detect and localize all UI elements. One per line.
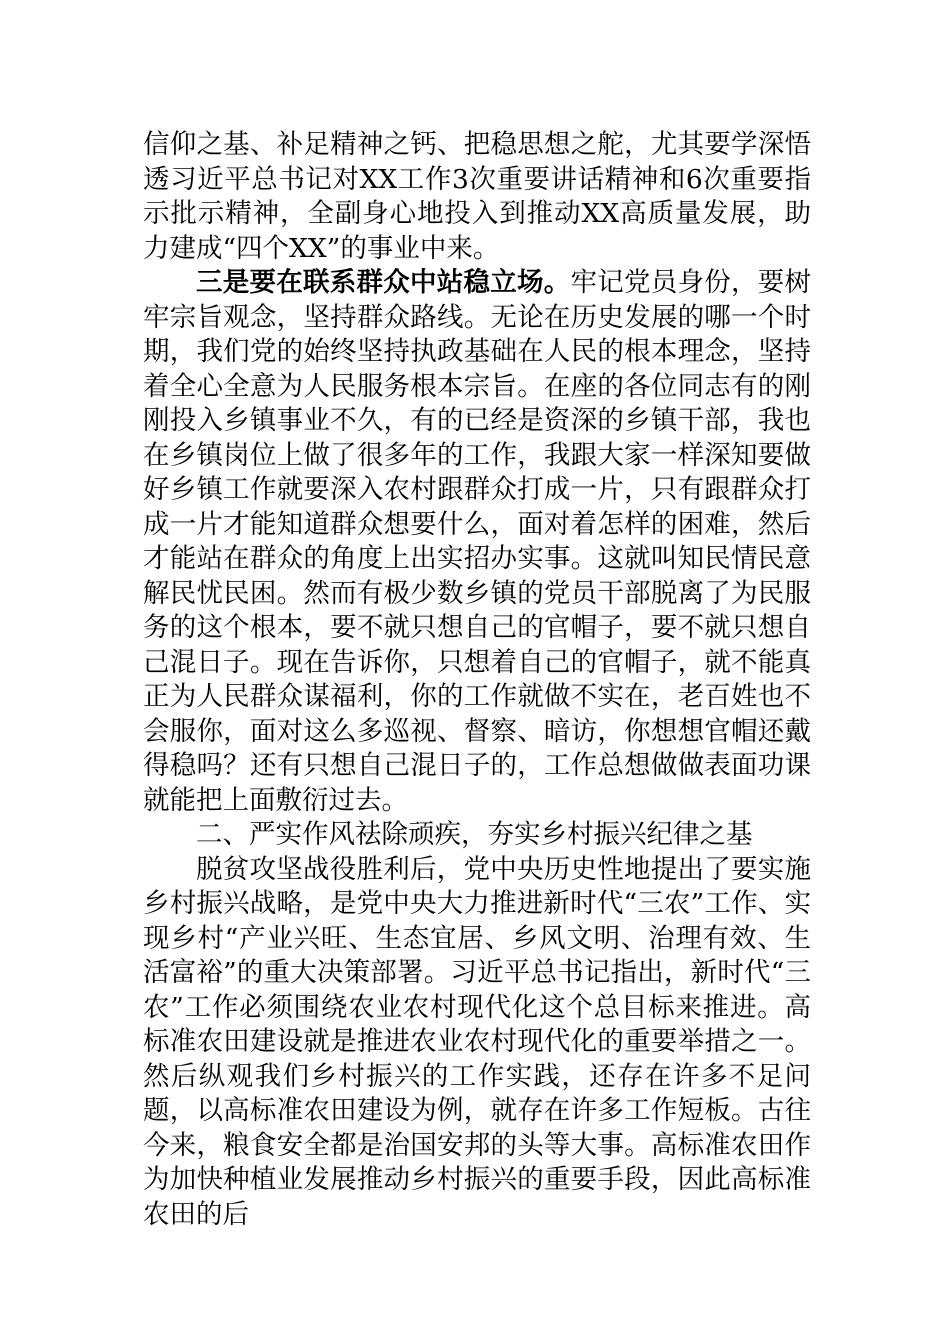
paragraph-rural-revitalization: 脱贫攻坚战役胜利后，党中央历史性地提出了要实施乡村振兴战略，是党中央大力推进新时代“三农”工作、实现乡村“产业兴旺、生态宜居、乡风文明、治理有效、生活富裕”的重大决策部署。习近平总书记指出，新时代“三农”工作必须围绕农业农村现代化这个总目标来推进。高标准农田建设就是推进农业农村现代化的重要举措之一。然后纵观我们乡村振兴的工作实践，还存在许多不足问题，以高标准农田建设为例，就存在许多工作短板。古往今来，粮食安全都是治国安邦的头等大事。高标准农田作为加快种植业发展推动乡村振兴的重要手段，因此高标准农田的后	[143, 853, 811, 1230]
paragraph-lead-heading: 三是要在联系群众中站稳立场。	[196, 267, 571, 298]
paragraph-body-text: 牢记党员身份，要树牢宗旨观念，坚持群众路线。无论在历史发展的哪一个时期，我们党的始终坚持执政基础在人民的根本理念，坚持着全心全意为人民服务根本宗旨。在座的各位同志有的刚刚投入乡镇事业不久，有的已经是资深的乡镇干部，我也在乡镇岗位上做了很多年的工作，我跟大家一样深知要做好乡镇工作就要深入农村跟群众打成一片，只有跟群众打成一片才能知道群众想要什么，面对着怎样的困难，然后才能站在群众的角度上出实招办实事。这就叫知民情民意解民忧民困。然而有极少数乡镇的党员干部脱离了为民服务的这个根本，要不就只想自己的官帽子，要不就只想自己混日子。现在告诉你，只想着自己的官帽子，就不能真正为人民群众谋福利，你的工作就做不实在，老百姓也不会服你，面对这么多巡视、督察、暗访，你想想官帽还戴得稳吗？还有只想自己混日子的，工作总想做做表面功课就能把上面敷衍过去。	[143, 267, 811, 816]
section-heading: 二、严实作风祛除顽疾，夯实乡村振兴纪律之基	[196, 819, 753, 850]
document-body	[143, 128, 811, 1232]
paragraph-continuation: 信仰之基、补足精神之钙、把稳思想之舵，尤其要学深悟透习近平总书记对XX工作3次重要讲话精神和6次重要指示批示精神，全副身心地投入到推动XX高质量发展，助力建成“四个XX”的事业中来。	[143, 129, 811, 264]
paragraph-contact-masses	[143, 266, 811, 818]
